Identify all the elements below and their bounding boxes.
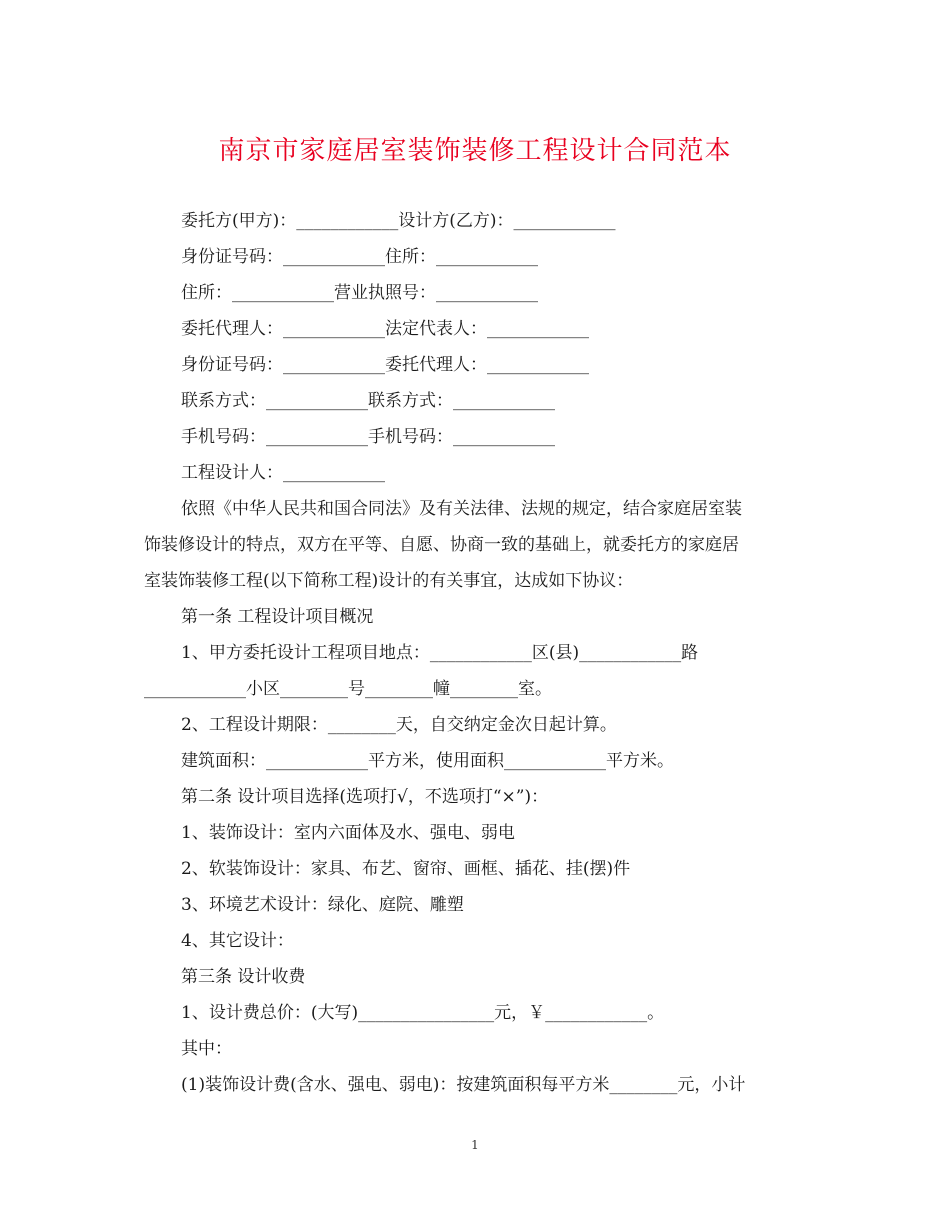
body-line: 依照《中华人民共和国合同法》及有关法律、法规的规定，结合家庭居室装: [181, 499, 742, 519]
body-line: 身份证号码：____________委托代理人：____________: [181, 355, 589, 375]
body-line: 身份证号码：____________住所：____________: [181, 247, 538, 267]
body-line: ____________小区________号________幢________室。: [144, 679, 552, 699]
body-line: 2、软装饰设计：家具、布艺、窗帘、画框、插花、挂(摆)件: [181, 859, 631, 879]
body-line: 第三条 设计收费: [181, 967, 306, 987]
body-line: 室装饰装修工程(以下简称工程)设计的有关事宜，达成如下协议：: [144, 571, 634, 591]
body-line: 2、工程设计期限：________天，自交纳定金次日起计算。: [181, 715, 617, 735]
body-line: 第二条 设计项目选择(选项打√，不选项打“×”)：: [181, 787, 549, 807]
body-line: 工程设计人：____________: [181, 463, 385, 483]
body-line: 建筑面积：____________平方米，使用面积____________平方米。: [181, 751, 674, 771]
body-line: 饰装修设计的特点，双方在平等、自愿、协商一致的基础上，就委托方的家庭居: [144, 535, 739, 555]
page-number: 1: [471, 1138, 479, 1152]
contract-body: [144, 203, 804, 1103]
body-line: (1)装饰设计费(含水、强电、弱电)：按建筑面积每平方米________元，小计: [181, 1075, 746, 1095]
body-line: 联系方式：____________联系方式：____________: [181, 391, 555, 411]
body-line: 委托方(甲方)：____________设计方(乙方)：____________: [181, 211, 616, 231]
body-line: 手机号码：____________手机号码：____________: [181, 427, 555, 447]
body-line: 1、甲方委托设计工程项目地点：____________区(县)____________路: [181, 643, 699, 663]
body-line: 委托代理人：____________法定代表人：____________: [181, 319, 589, 339]
body-line: 其中：: [181, 1039, 232, 1059]
body-line: 第一条 工程设计项目概况: [181, 607, 374, 627]
body-line: 3、环境艺术设计：绿化、庭院、雕塑: [181, 895, 464, 915]
body-line: 4、其它设计：: [181, 931, 294, 951]
body-line: 1、设计费总价：(大写)________________元，￥____________。: [181, 1003, 665, 1023]
body-line: 1、装饰设计：室内六面体及水、强电、弱电: [181, 823, 515, 843]
document-title: 南京市家庭居室装饰装修工程设计合同范本: [218, 136, 732, 166]
body-line: 住所：____________营业执照号：____________: [181, 283, 538, 303]
